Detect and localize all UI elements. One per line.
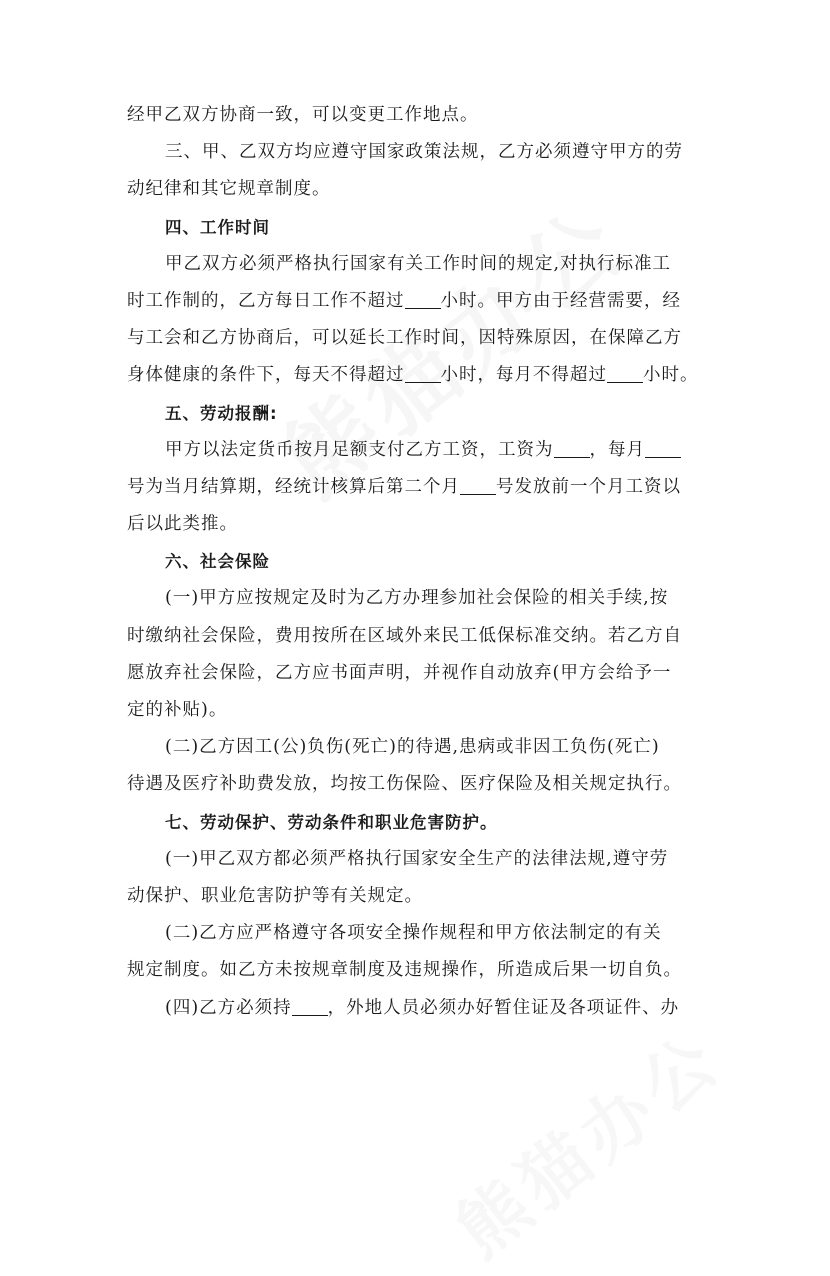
line-text: 甲乙双方必须严格执行国家有关工作时间的规定,对执行标准工 <box>165 253 672 274</box>
fill-blank <box>292 997 328 1016</box>
line-text: 经甲乙双方协商一致，可以变更工作地点。 <box>127 105 479 125</box>
line-text: 规定制度。如乙方未按规章制度及违规操作，所造成后果一切自负。 <box>127 960 682 981</box>
heading-text: 七、劳动保护、劳动条件和职业危害防护。 <box>165 812 498 832</box>
paragraph-line <box>127 506 712 543</box>
fill-blank <box>554 439 590 458</box>
line-text: 与工会和乙方协商后，可以延长工作时间，因特殊原因，在保障乙方 <box>127 328 682 349</box>
line-text: ，每月 <box>589 439 645 460</box>
line-text: 后以此类推。 <box>127 514 238 535</box>
paragraph-line <box>127 878 712 915</box>
paragraph-line <box>127 692 712 729</box>
paragraph-line <box>127 432 712 469</box>
paragraph-line <box>127 97 712 134</box>
paragraph-line <box>127 766 712 803</box>
paragraph-line <box>127 655 712 692</box>
paragraph-line <box>127 990 712 1027</box>
fill-blank <box>607 364 643 383</box>
fill-blank <box>460 476 496 495</box>
line-text: (四)乙方必须持 <box>165 997 292 1018</box>
paragraph-line <box>127 952 712 989</box>
line-text: (一)甲方应按规定及时为乙方办理参加社会保险的相关手续,按 <box>165 588 669 609</box>
fill-blank <box>645 439 681 458</box>
fill-blank <box>405 364 441 383</box>
line-text: 小时，每月不得超过 <box>440 365 607 386</box>
fill-blank <box>405 290 441 309</box>
line-text: (一)甲乙双方都必须严格执行国家安全生产的法律法规,遵守劳 <box>165 848 669 869</box>
line-text: 号发放前一个月工资以 <box>496 476 681 497</box>
line-text: (二)乙方因工(公)负伤(死亡)的待遇,患病或非因工负伤(死亡) <box>165 737 660 758</box>
line-text: 待遇及医疗补助费发放，均按工伤保险、医疗保险及相关规定执行。 <box>127 774 682 795</box>
document-body <box>127 97 712 1027</box>
line-text: 甲方以法定货币按月足额支付乙方工资，工资为 <box>165 439 554 460</box>
line-text: 时缴纳社会保险，费用按所在区域外来民工低保标准交纳。若乙方自 <box>127 625 682 646</box>
paragraph-line <box>127 580 712 617</box>
paragraph-line <box>127 246 712 283</box>
line-text: 小时。甲方由于经营需要，经 <box>440 290 681 311</box>
paragraph-line <box>127 357 712 394</box>
paragraph-line <box>127 841 712 878</box>
line-text: 三、甲、乙双方均应遵守国家政策法规，乙方必须遵守甲方的劳 <box>165 142 683 163</box>
line-text: 定的补贴)。 <box>127 700 228 720</box>
paragraph-line <box>127 915 712 952</box>
line-text: 身体健康的条件下，每天不得超过 <box>127 365 405 386</box>
line-text: 动纪律和其它规章制度。 <box>127 179 331 200</box>
paragraph-line <box>127 283 712 320</box>
section-heading <box>127 209 712 246</box>
line-text: 愿放弃社会保险，乙方应书面声明，并视作自动放弃(甲方会给予一 <box>127 662 672 683</box>
line-text: 时工作制的，乙方每日工作不超过 <box>127 290 405 311</box>
heading-text: 六、社会保险 <box>165 552 270 572</box>
line-text: ，外地人员必须办好暂住证及各项证件、办 <box>327 997 680 1018</box>
paragraph-line <box>127 134 712 171</box>
section-heading <box>127 543 712 580</box>
paragraph-line <box>127 469 712 506</box>
paragraph-line <box>127 618 712 655</box>
watermark <box>432 1005 740 1276</box>
heading-text: 五、劳动报酬: <box>165 403 278 423</box>
paragraph-line <box>127 171 712 208</box>
line-text: (二)乙方应严格遵守各项安全操作规程和甲方依法制定的有关 <box>165 923 662 944</box>
paragraph-line <box>127 320 712 357</box>
line-text: 小时。 <box>643 365 699 386</box>
section-heading <box>127 395 712 432</box>
line-text: 号为当月结算期，经统计核算后第二个月 <box>127 476 460 497</box>
line-text: 动保护、职业危害防护等有关规定。 <box>127 885 423 906</box>
section-heading <box>127 804 712 841</box>
heading-text: 四、工作时间 <box>165 217 270 237</box>
paragraph-line <box>127 729 712 766</box>
